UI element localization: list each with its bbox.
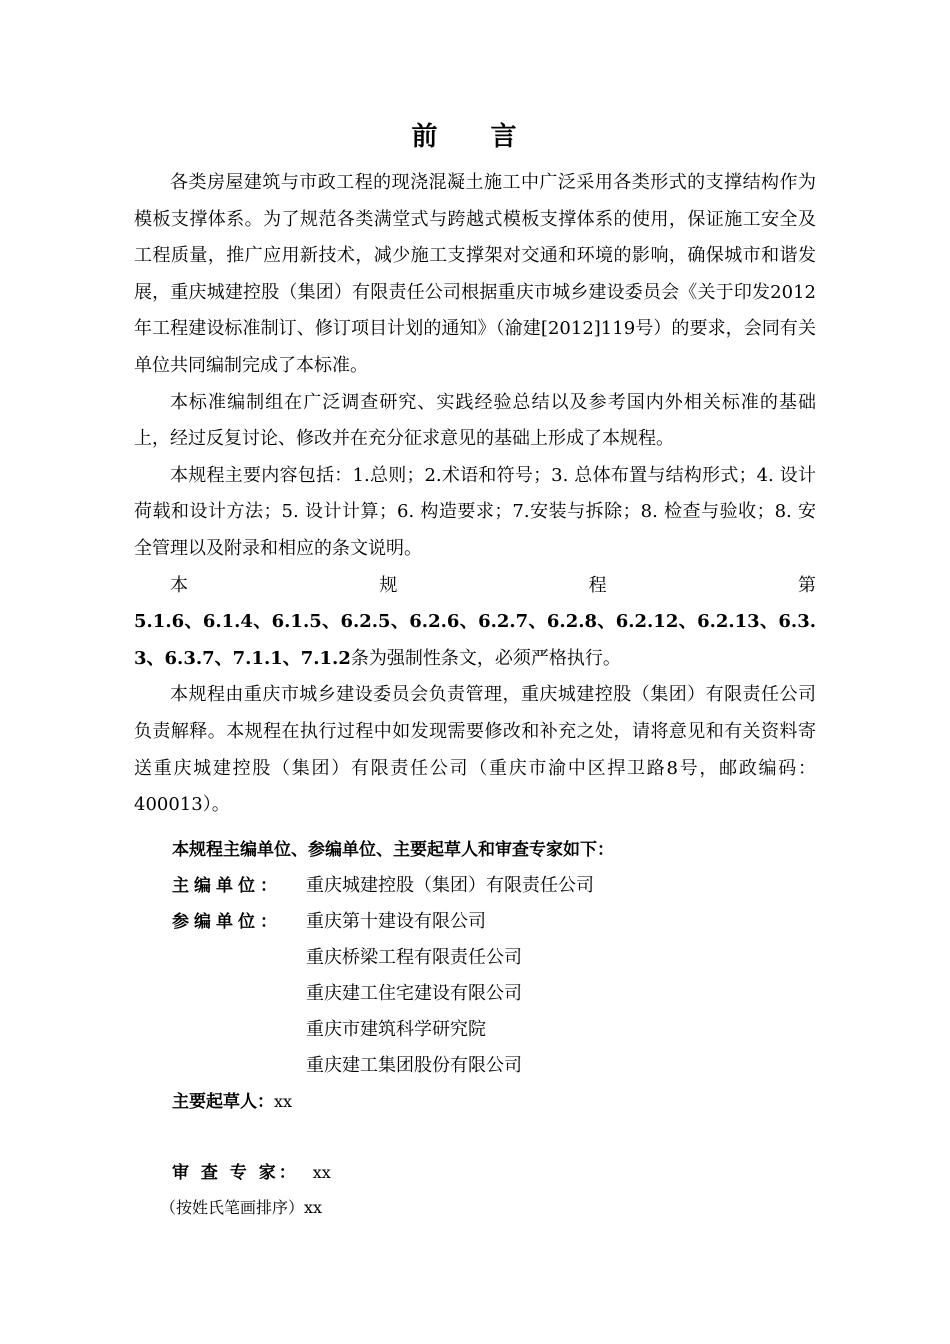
participating-unit-value: 重庆建工集团股份有限公司 (306, 1055, 522, 1076)
paragraph-mandatory-clauses (134, 604, 816, 677)
participating-unit-value: 重庆市建筑科学研究院 (306, 1019, 486, 1040)
participating-unit-row (172, 1012, 614, 1048)
paragraph-compilation: 本标准编制组在广泛调查研究、实践经验总结以及参考国内外相关标准的基础上，经过反复讨论、修改并在充分征求意见的基础上形成了本规程。 (134, 391, 816, 450)
reviewers-row (172, 1155, 331, 1191)
participating-unit-value: 重庆建工住宅建设有限公司 (306, 983, 522, 1004)
reviewers-note: （按姓氏笔画排序）xx (160, 1198, 323, 1217)
spread-char: 第 (797, 574, 816, 596)
participating-unit-row (172, 940, 614, 976)
reviewers-note-row (160, 1190, 322, 1226)
drafters-label: 主要起草人： (172, 1092, 274, 1112)
spread-char: 程 (588, 574, 607, 596)
paragraph-mandatory-lead (134, 568, 816, 605)
mandatory-clause-list: 5.1.6、6.1.4、6.1.5、6.2.5、6.2.6、6.2.7、6.2.8、6.2.12、6.2.13、6.3.3、6.3.7、7.1.1、7.1.2 (134, 611, 816, 669)
mandatory-clause-tail: 条为强制性条文，必须严格执行。 (350, 647, 621, 669)
participating-unit-row (172, 904, 614, 940)
spread-char: 本 (170, 574, 188, 596)
units-heading: 本规程主编单位、参编单位、主要起草人和审查专家如下： (172, 840, 614, 860)
participating-unit-row (172, 976, 614, 1012)
participating-unit-row (172, 1048, 614, 1084)
participating-unit-value: 重庆桥梁工程有限责任公司 (306, 947, 522, 968)
chief-unit-value: 重庆城建控股（集团）有限责任公司 (306, 875, 594, 896)
spread-char: 规 (379, 574, 398, 596)
paragraph-management: 本规程由重庆市城乡建设委员会负责管理，重庆城建控股（集团）有限责任公司负责解释。本规程在执行过程中如发现需要修改和补充之处，请将意见和有关资料寄送重庆城建控股（集团）有限责任公司（重庆市渝中区捍卫路8号，邮政编码：400013）。 (134, 684, 816, 816)
units-heading-row (172, 832, 614, 868)
units-section (172, 832, 614, 1120)
chief-unit-label: 主编单位： (172, 876, 282, 896)
paragraph-contents: 本规程主要内容包括：1.总则；2.术语和符号；3. 总体布置与结构形式；4. 设计荷载和设计方法；5. 设计计算；6. 构造要求；7.安装与拆除；8. 检查与验收；8. 安全管理以及附录和相应的条文说明。 (134, 464, 816, 559)
preface-body (134, 165, 816, 824)
paragraph-background: 各类房屋建筑与市政工程的现浇混凝土施工中广泛采用各类形式的支撑结构作为模板支撑体系。为了规范各类满堂式与跨越式模板支撑体系的使用，保证施工安全及工程质量，推广应用新技术，减少施工支撑架对交通和环境的影响，确保城市和谐发展，重庆城建控股（集团）有限责任公司根据重庆市城乡建设委员会《关于印发2012年工程建设标准制订、修订项目计划的通知》（渝建[2012]119号）的要求，会同有关单位共同编制完成了本标准。 (134, 172, 816, 376)
participating-unit-label: 参编单位： (172, 912, 282, 932)
reviewers-note-section (160, 1190, 322, 1226)
drafters-value: xx (274, 1092, 293, 1111)
reviewers-value: xx (312, 1163, 331, 1182)
reviewers-label: 审 查 专 家： (172, 1163, 299, 1183)
chief-unit-row (172, 868, 614, 904)
drafters-row (172, 1084, 614, 1120)
page-title: 前 言 (411, 122, 539, 152)
reviewers-section (172, 1155, 331, 1191)
participating-unit-value: 重庆第十建设有限公司 (306, 911, 486, 932)
